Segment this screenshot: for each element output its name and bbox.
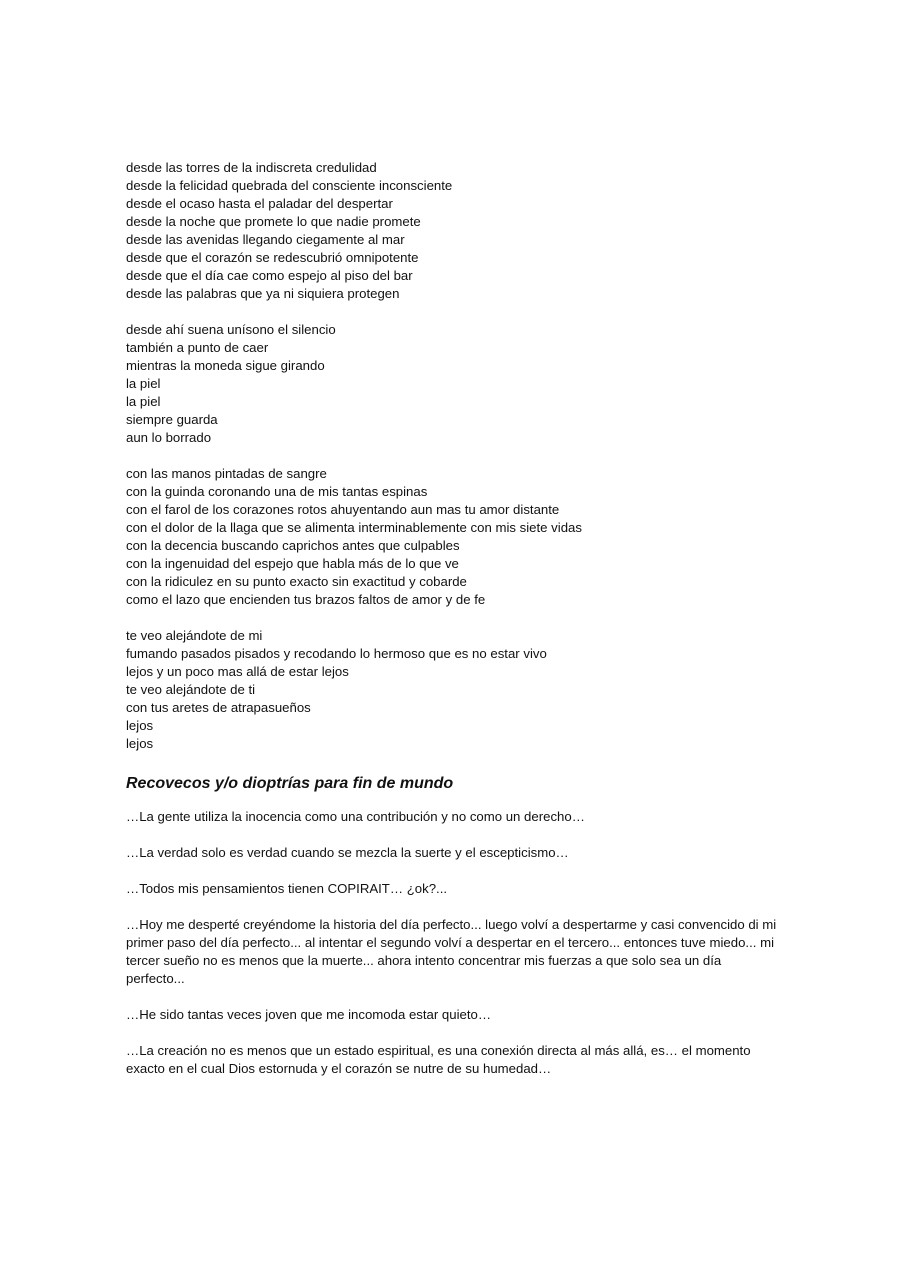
poem-line: con la guinda coronando una de mis tantas espinas (126, 484, 428, 499)
poem-line: con el farol de los corazones rotos ahuyentando aun mas tu amor distante (126, 502, 560, 517)
poem-line: te veo alejándote de mi (126, 628, 263, 643)
poem-line: con tus aretes de atrapasueños (126, 700, 311, 715)
aphorism-paragraph: …La verdad solo es verdad cuando se mezcla la suerte y el escepticismo… (126, 845, 569, 860)
poem-line: desde la noche que promete lo que nadie promete (126, 214, 421, 229)
poem-line: desde que el día cae como espejo al piso del bar (126, 268, 413, 283)
poem-line: lejos (126, 736, 154, 751)
poem-line: la piel (126, 394, 161, 409)
poem-line: con la decencia buscando caprichos antes que culpables (126, 538, 460, 553)
aphorism-paragraph: …He sido tantas veces joven que me incomoda estar quieto… (126, 1007, 492, 1022)
aphorism-paragraph: …Hoy me desperté creyéndome la historia del día perfecto... luego volví a despertarme y casi convencido di mi primer paso del día perfecto... al intentar el segundo volví a despertar en el tercero... entonces tuve miedo... mi tercer sueño no es menos que la muerte... ahora intento concentrar mis fuerzas a que solo sea un día perfecto... (126, 917, 777, 986)
section-title: Recovecos y/o dioptrías para fin de mundo (126, 775, 454, 792)
poem-line: fumando pasados pisados y recodando lo hermoso que es no estar vivo (126, 646, 547, 661)
poem-line: te veo alejándote de ti (126, 682, 256, 697)
poem-line: lejos y un poco mas allá de estar lejos (126, 664, 349, 679)
poem-line: con las manos pintadas de sangre (126, 466, 327, 481)
poem-line: aun lo borrado (126, 430, 212, 445)
poem-line: lejos (126, 718, 154, 733)
poem-line: desde las torres de la indiscreta credulidad (126, 160, 377, 175)
poem-line: desde las palabras que ya ni siquiera protegen (126, 286, 400, 301)
poem-line: como el lazo que encienden tus brazos faltos de amor y de fe (126, 592, 486, 607)
poem-line: también a punto de caer (126, 340, 269, 355)
poem-line: desde la felicidad quebrada del consciente inconsciente (126, 178, 453, 193)
aphorism-paragraph: …Todos mis pensamientos tienen COPIRAIT… ¿ok?... (126, 881, 448, 896)
page-content (126, 159, 786, 1096)
poem-line: con el dolor de la llaga que se alimenta interminablemente con mis siete vidas (126, 520, 582, 535)
poem-line: desde las avenidas llegando ciegamente al mar (126, 232, 405, 247)
poem-stanza-2 (126, 321, 786, 447)
poem-line: con la ingenuidad del espejo que habla más de lo que ve (126, 556, 459, 571)
poem-line: desde que el corazón se redescubrió omnipotente (126, 250, 419, 265)
poem-line: desde el ocaso hasta el paladar del despertar (126, 196, 393, 211)
aphorism-paragraph: …La creación no es menos que un estado espiritual, es una conexión directa al más allá, es… el momento exacto en el cual Dios estornuda y el corazón se nutre de su humedad… (126, 1043, 751, 1076)
poem-line: con la ridiculez en su punto exacto sin exactitud y cobarde (126, 574, 467, 589)
poem-line: siempre guarda (126, 412, 218, 427)
poem-stanza-3 (126, 465, 786, 609)
poem-line: desde ahí suena unísono el silencio (126, 322, 336, 337)
poem-line: la piel (126, 376, 161, 391)
poem-stanza-1 (126, 159, 786, 303)
poem-line: mientras la moneda sigue girando (126, 358, 325, 373)
aphorism-paragraph: …La gente utiliza la inocencia como una contribución y no como un derecho… (126, 809, 585, 824)
poem-stanza-4 (126, 627, 786, 753)
